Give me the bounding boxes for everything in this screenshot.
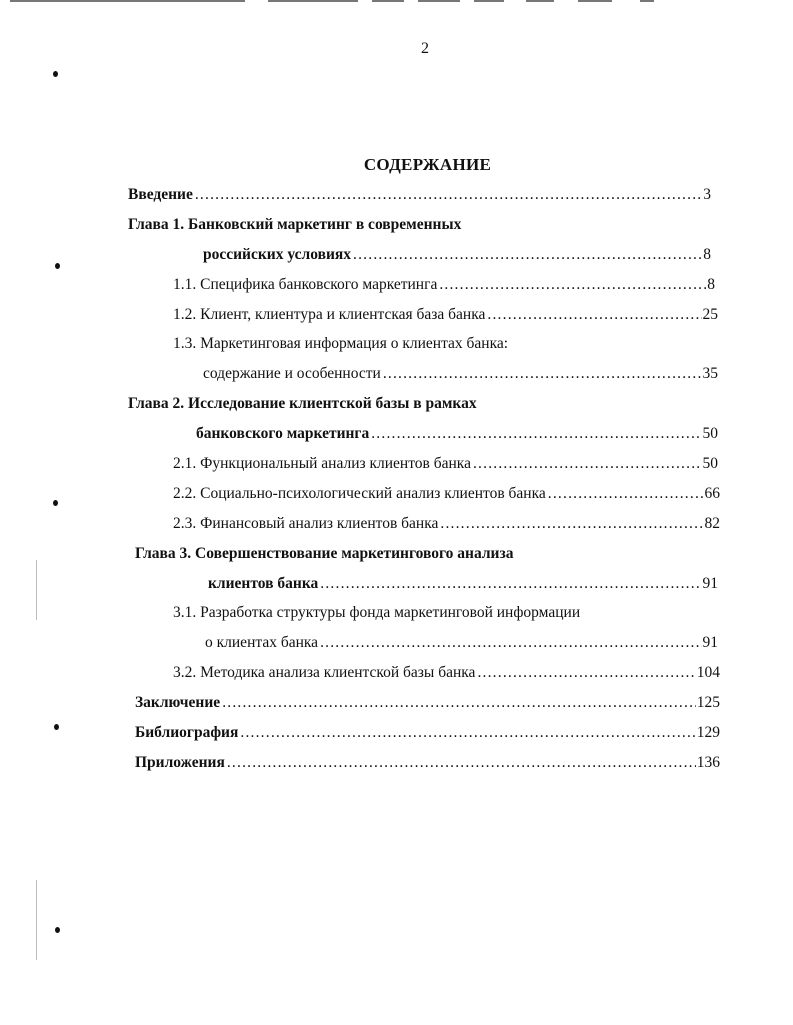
toc-page-number: 136 <box>696 753 720 771</box>
scan-artifact-line <box>268 0 358 2</box>
toc-leader-dots <box>477 664 695 682</box>
toc-page-number: 8 <box>703 245 711 263</box>
toc-entry-introduction[interactable] <box>0 183 793 213</box>
toc-entry-text: 1.3. Маркетинговая информация о клиентах банка: <box>173 335 509 353</box>
toc-entry-text: 2.3. Финансовый анализ клиентов банка <box>173 514 439 532</box>
toc-chapter-heading[interactable] <box>0 392 793 422</box>
toc-entry-text: о клиентах банка <box>205 634 319 652</box>
toc-entry-text: Глава 3. Совершенствование маркетингового анализа <box>135 544 514 562</box>
table-of-contents <box>0 183 793 781</box>
toc-entry-chapter-1[interactable] <box>0 243 793 273</box>
toc-page-number: 125 <box>696 694 720 712</box>
toc-leader-dots <box>473 455 702 473</box>
toc-entry-text: Глава 2. Исследование клиентской базы в рамках <box>128 395 477 413</box>
toc-leader-dots <box>353 246 702 264</box>
toc-entry-text: Библиография <box>135 724 239 742</box>
toc-page-number: 66 <box>704 484 720 502</box>
toc-entry-appendices[interactable] <box>0 751 793 781</box>
toc-entry-text: 2.1. Функциональный анализ клиентов банка <box>173 455 471 473</box>
toc-page-number: 35 <box>702 365 718 383</box>
toc-leader-dots <box>487 306 701 324</box>
toc-entry-section[interactable] <box>0 661 793 691</box>
toc-entry-text: 1.1. Специфика банковского маркетинга <box>173 275 438 293</box>
scan-edge-mark <box>36 880 37 960</box>
toc-chapter-heading[interactable] <box>0 542 793 572</box>
toc-page-number: 91 <box>702 634 718 652</box>
scan-artifact-line <box>640 0 654 2</box>
toc-chapter-heading[interactable] <box>0 213 793 243</box>
toc-entry-text: Заключение <box>135 694 221 712</box>
toc-entry-text: Глава 1. Банковский маркетинг в современных <box>128 215 462 233</box>
toc-entry-chapter-2[interactable] <box>0 422 793 452</box>
toc-page-number: 50 <box>702 455 718 473</box>
toc-entry-bibliography[interactable] <box>0 721 793 751</box>
toc-entry-section[interactable] <box>0 452 793 482</box>
binding-mark <box>53 71 58 77</box>
toc-leader-dots <box>222 694 696 712</box>
toc-leader-dots <box>440 515 703 533</box>
page-title: СОДЕРЖАНИЕ <box>363 155 492 174</box>
toc-entry-text: 2.2. Социально-психологический анализ клиентов банка <box>173 484 546 502</box>
scan-artifact-line <box>474 0 504 2</box>
toc-leader-dots <box>371 425 701 443</box>
toc-page-number: 91 <box>702 574 718 592</box>
toc-entry-conclusion[interactable] <box>0 691 793 721</box>
page-number: 2 <box>421 40 429 57</box>
toc-leader-dots <box>439 276 706 294</box>
toc-entry-text: Введение <box>128 186 193 203</box>
toc-entry-section[interactable] <box>0 362 793 392</box>
toc-leader-dots <box>240 724 695 742</box>
toc-page-number: 25 <box>702 305 718 323</box>
toc-entry-section-heading[interactable] <box>0 601 793 631</box>
toc-leader-dots <box>383 365 702 383</box>
toc-leader-dots <box>320 634 701 652</box>
toc-page-number: 3 <box>703 186 711 203</box>
toc-entry-text: содержание и особенности <box>203 365 381 383</box>
toc-entry-section[interactable] <box>0 303 793 333</box>
toc-entry-text: 3.1. Разработка структуры фонда маркетинговой информации <box>173 604 581 622</box>
toc-entry-text: 3.2. Методика анализа клиентской базы банка <box>173 664 476 682</box>
scan-artifact-line <box>372 0 404 2</box>
toc-entry-text: клиентов банка <box>208 574 319 592</box>
toc-entry-section[interactable] <box>0 482 793 512</box>
toc-entry-section[interactable] <box>0 631 793 661</box>
scan-artifact-line <box>526 0 554 2</box>
toc-page-number: 82 <box>704 514 720 532</box>
scan-artifact-line <box>578 0 612 2</box>
toc-entry-section[interactable] <box>0 512 793 542</box>
toc-leader-dots <box>548 485 704 503</box>
toc-entry-section[interactable] <box>0 273 793 303</box>
binding-mark <box>55 927 60 933</box>
toc-leader-dots <box>195 186 702 204</box>
toc-page-number: 50 <box>702 425 718 443</box>
toc-entry-text: банковского маркетинга <box>196 425 370 443</box>
toc-entry-text: 1.2. Клиент, клиентура и клиентская база банка <box>173 305 486 323</box>
toc-leader-dots <box>320 575 701 593</box>
scan-artifact-line <box>10 0 245 2</box>
toc-entry-text: Приложения <box>135 753 225 771</box>
toc-page-number: 129 <box>696 724 720 742</box>
toc-leader-dots <box>227 754 696 772</box>
toc-page-number: 8 <box>707 275 715 293</box>
toc-entry-text: российских условиях <box>203 245 352 263</box>
toc-page-number: 104 <box>696 664 720 682</box>
toc-entry-chapter-3[interactable] <box>0 572 793 602</box>
scan-artifact-line <box>418 0 460 2</box>
toc-entry-section-heading[interactable] <box>0 332 793 362</box>
